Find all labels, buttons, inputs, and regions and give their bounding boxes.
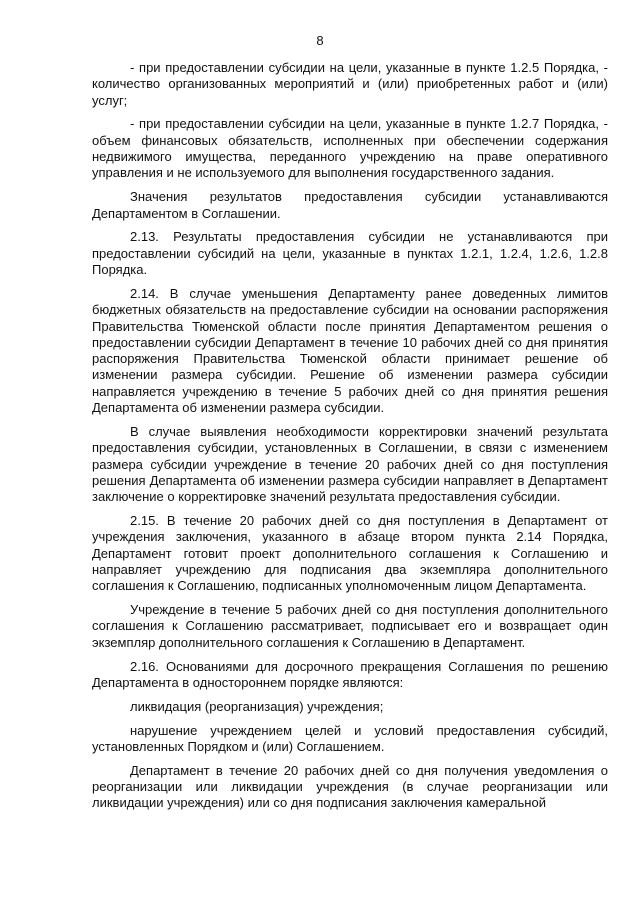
paragraph-liquidation: ликвидация (реорганизация) учреждения; — [130, 698, 384, 714]
paragraph-clause-2-14: 2.14. В случае уменьшения Департаменту ранее доведенных лимитов бюджетных обязательств на предоставление субсидии на основании распоряжения Правительства Тюменской области после принятия Департаментом решения о предоставлении субсидии Департамент в течение 10 рабочих дней со дня принятия распоряжения Правительства Тюменской области принимает решение об изменении размера субсидии. Решение об изменении размера субсидии направляется учреждению в течение 5 рабочих дней со дня принятия решения Департамента об изменении размера субсидии. — [92, 285, 608, 416]
paragraph-clause-2-13: 2.13. Результаты предоставления субсидии не устанавливаются при предоставлении субсидий на цели, указанные в пунктах 1.2.1, 1.2.4, 1.2.6, 1.2.8 Порядка. — [92, 229, 608, 278]
paragraph-clause-2-16: 2.16. Основаниями для досрочного прекращения Соглашения по решению Департамента в одностороннем порядке являются: — [92, 658, 608, 690]
paragraph-result-values: Значения результатов предоставления субсидии устанавливаются Департаментом в Соглашении. — [92, 189, 608, 221]
paragraph-correction: В случае выявления необходимости корректировки значений результата предоставления субсидии, установленных в Соглашении, в связи с изменением размера субсидии учреждение в течение 20 рабочих дней со дня поступления решения Департамента об изменении размера субсидии направляет в Департамент заключение о корректировке значений результата предоставления субсидии. — [92, 423, 608, 505]
paragraph-result-1-2-5: - при предоставлении субсидии на цели, указанные в пункте 1.2.5 Порядка, - количество организованных мероприятий и (или) приобретенных работ и (или) услуг; — [92, 60, 608, 108]
paragraph-institution-signing: Учреждение в течение 5 рабочих дней со дня поступления дополнительного соглашения к Соглашению рассматривает, подписывает его и возвращает один экземпляр дополнительного соглашения к Соглашению в Департамент. — [92, 602, 608, 650]
page-number: 8 — [316, 33, 324, 48]
paragraph-clause-2-15: 2.15. В течение 20 рабочих дней со дня поступления в Департамент от учреждения заключения, указанного в абзаце втором пункта 2.14 Порядка, Департамент готовит проект дополнительного соглашения к Соглашению и направляет учреждению для подписания два экземпляра дополнительного соглашения к Соглашению, подписанных уполномоченным лицом Департамента. — [92, 512, 608, 594]
paragraph-violation: нарушение учреждением целей и условий предоставления субсидий, установленных Порядком и (или) Соглашением. — [92, 722, 608, 754]
paragraph-result-1-2-7: - при предоставлении субсидии на цели, указанные в пункте 1.2.7 Порядка, - объем финансовых обязательств, исполненных при обеспечении содержания недвижимого имущества, переданного учреждению на праве оперативного управления и не используемого для выполнения государственного задания. — [92, 116, 608, 181]
document-body — [92, 60, 608, 819]
paragraph-department-notice: Департамент в течение 20 рабочих дней со дня получения уведомления о реорганизации или ликвидации учреждения (в случае реорганизации или ликвидации учреждения) или со дня подписания заключения камеральной — [92, 762, 608, 811]
